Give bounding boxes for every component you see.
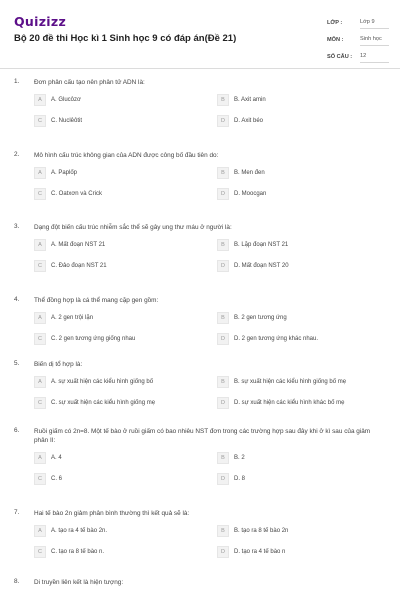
option-letter-badge: A bbox=[34, 239, 46, 251]
option-letter-badge: D bbox=[217, 188, 229, 200]
question-text: Ruồi giấm có 2n=8. Một tế bào ở ruồi giấm có bao nhiêu NST đơn trong các trường hợp sau đây khi ở kì sau của giảm phân II: bbox=[34, 428, 371, 444]
answer-option-a[interactable] bbox=[34, 525, 194, 537]
answer-option-c[interactable] bbox=[34, 260, 194, 272]
answer-option-a[interactable] bbox=[34, 167, 194, 179]
question-item bbox=[0, 427, 400, 496]
option-text: B. 2 gen tương ứng bbox=[234, 315, 287, 321]
option-letter-badge: B bbox=[217, 312, 229, 324]
option-letter-badge: B bbox=[217, 94, 229, 106]
option-letter-badge: C bbox=[34, 260, 46, 272]
question-number: 8. bbox=[14, 578, 20, 585]
option-text: C. sự xuất hiện các kiểu hình giống mẹ bbox=[51, 400, 156, 406]
meta-value: Lớp 9 bbox=[360, 19, 389, 29]
option-letter-badge: D bbox=[217, 397, 229, 409]
option-letter-badge: D bbox=[217, 473, 229, 485]
answer-option-d[interactable] bbox=[217, 188, 377, 200]
question-number: 1. bbox=[14, 78, 20, 85]
option-text: D. 8 bbox=[234, 476, 246, 482]
option-text: C. Nuclêôtit bbox=[51, 118, 83, 124]
answer-options bbox=[34, 167, 400, 211]
option-text: B. tạo ra 8 tế bào 2n bbox=[234, 528, 289, 534]
question-text: Đơn phân cấu tạo nên phân tử ADN là: bbox=[34, 79, 145, 86]
question-item bbox=[0, 296, 400, 356]
answer-option-c[interactable] bbox=[34, 333, 194, 345]
meta-value: Sinh học bbox=[360, 36, 389, 46]
meta-row-question-count bbox=[327, 46, 389, 63]
option-text: A. tạo ra 4 tế bào 2n. bbox=[51, 528, 108, 534]
question-item bbox=[0, 78, 400, 138]
option-letter-badge: C bbox=[34, 333, 46, 345]
question-number: 7. bbox=[14, 509, 20, 516]
answer-option-b[interactable] bbox=[217, 525, 377, 537]
answer-option-a[interactable] bbox=[34, 452, 194, 464]
option-letter-badge: C bbox=[34, 188, 46, 200]
option-letter-badge: A bbox=[34, 312, 46, 324]
answer-option-c[interactable] bbox=[34, 188, 194, 200]
option-letter-badge: C bbox=[34, 115, 46, 127]
option-letter-badge: A bbox=[34, 376, 46, 388]
option-letter-badge: B bbox=[217, 525, 229, 537]
question-item bbox=[0, 223, 400, 283]
question-number: 5. bbox=[14, 360, 20, 367]
option-text: B. Lặp đoạn NST 21 bbox=[234, 242, 289, 248]
meta-value: 12 bbox=[360, 53, 389, 63]
answer-option-d[interactable] bbox=[217, 473, 377, 485]
answer-option-d[interactable] bbox=[217, 546, 377, 558]
option-letter-badge: B bbox=[217, 452, 229, 464]
answer-option-c[interactable] bbox=[34, 546, 194, 558]
meta-row-class bbox=[327, 12, 389, 29]
answer-option-b[interactable] bbox=[217, 239, 377, 251]
option-text: C. 6 bbox=[51, 476, 63, 482]
answer-options bbox=[34, 312, 400, 356]
meta-label: LỚP : bbox=[327, 20, 343, 26]
option-text: A. 4 bbox=[51, 455, 62, 461]
option-text: A. 2 gen trội lặn bbox=[51, 315, 94, 321]
option-text: A. Glucôzơ bbox=[51, 97, 81, 103]
option-letter-badge: B bbox=[217, 167, 229, 179]
question-item bbox=[0, 360, 400, 420]
option-text: D. Moocgan bbox=[234, 191, 267, 197]
question-text: Hai tế bào 2n giảm phân bình thường thì kết quả sẽ là: bbox=[34, 510, 190, 517]
answer-option-b[interactable] bbox=[217, 376, 377, 388]
option-text: B. Men đen bbox=[234, 170, 265, 176]
meta-label: SỐ CÂU : bbox=[327, 54, 353, 60]
worksheet-meta bbox=[327, 12, 389, 63]
question-item bbox=[0, 509, 400, 569]
option-letter-badge: D bbox=[217, 260, 229, 272]
document-title: Bộ 20 đề thi Học kì 1 Sinh học 9 có đáp án(Đề 21) bbox=[14, 33, 237, 44]
question-item bbox=[0, 578, 400, 587]
option-letter-badge: B bbox=[217, 376, 229, 388]
worksheet-header bbox=[0, 0, 400, 68]
answer-options bbox=[34, 452, 400, 496]
meta-row-subject bbox=[327, 29, 389, 46]
option-text: B. sự xuất hiện các kiểu hình giống bố mẹ bbox=[234, 379, 347, 385]
option-text: D. tạo ra 4 tế bào n bbox=[234, 549, 286, 555]
question-text: Dạng đột biến cấu trúc nhiễm sắc thể sẽ gây ung thư máu ở người là: bbox=[34, 224, 232, 231]
option-letter-badge: B bbox=[217, 239, 229, 251]
option-letter-badge: A bbox=[34, 167, 46, 179]
question-text: Thể đồng hợp là cá thể mang cặp gen gồm: bbox=[34, 297, 159, 304]
answer-option-d[interactable] bbox=[217, 260, 377, 272]
option-letter-badge: D bbox=[217, 546, 229, 558]
question-text: Mô hình cấu trúc không gian của ADN được công bố đầu tiên do: bbox=[34, 152, 219, 159]
question-number: 6. bbox=[14, 427, 20, 434]
option-letter-badge: A bbox=[34, 525, 46, 537]
question-text: Biến dị tổ hợp là: bbox=[34, 361, 83, 368]
option-text: D. sự xuất hiện các kiểu hình khác bố mẹ bbox=[234, 400, 345, 406]
answer-option-c[interactable] bbox=[34, 397, 194, 409]
option-letter-badge: C bbox=[34, 473, 46, 485]
question-item bbox=[0, 151, 400, 211]
answer-options bbox=[34, 94, 400, 138]
option-letter-badge: D bbox=[217, 333, 229, 345]
option-letter-badge: A bbox=[34, 452, 46, 464]
option-text: A. Mất đoạn NST 21 bbox=[51, 242, 106, 248]
option-text: C. Oatxơn và Crick bbox=[51, 191, 102, 197]
question-text: Di truyền liên kết là hiện tượng: bbox=[34, 579, 124, 586]
answer-option-c[interactable] bbox=[34, 473, 194, 485]
option-text: C. Đảo đoạn NST 21 bbox=[51, 263, 107, 269]
option-text: D. Axit béo bbox=[234, 118, 264, 124]
option-letter-badge: D bbox=[217, 115, 229, 127]
meta-label: MÔN : bbox=[327, 37, 344, 43]
answer-option-b[interactable] bbox=[217, 452, 377, 464]
answer-option-a[interactable] bbox=[34, 312, 194, 324]
option-text: A. Paplốp bbox=[51, 170, 78, 176]
quizizz-logo: Quizizz bbox=[14, 14, 67, 29]
option-text: C. 2 gen tương ứng giống nhau bbox=[51, 336, 136, 342]
question-number: 2. bbox=[14, 151, 20, 158]
answer-option-b[interactable] bbox=[217, 94, 377, 106]
option-text: D. Mất đoạn NST 20 bbox=[234, 263, 289, 269]
answer-options bbox=[34, 376, 400, 420]
option-text: B. Axit amin bbox=[234, 97, 266, 103]
option-text: D. 2 gen tương ứng khác nhau. bbox=[234, 336, 319, 342]
answer-option-d[interactable] bbox=[217, 115, 377, 127]
answer-options bbox=[34, 239, 400, 283]
option-text: C. tạo ra 8 tế bào n. bbox=[51, 549, 105, 555]
answer-option-d[interactable] bbox=[217, 333, 377, 345]
answer-option-b[interactable] bbox=[217, 167, 377, 179]
option-text: A. sự xuất hiện các kiểu hình giống bố bbox=[51, 379, 154, 385]
answer-option-c[interactable] bbox=[34, 115, 194, 127]
answer-option-a[interactable] bbox=[34, 239, 194, 251]
question-number: 4. bbox=[14, 296, 20, 303]
answer-options bbox=[34, 525, 400, 569]
option-text: B. 2 bbox=[234, 455, 245, 461]
option-letter-badge: A bbox=[34, 94, 46, 106]
answer-option-d[interactable] bbox=[217, 397, 377, 409]
option-letter-badge: C bbox=[34, 397, 46, 409]
question-number: 3. bbox=[14, 223, 20, 230]
answer-option-a[interactable] bbox=[34, 94, 194, 106]
answer-option-a[interactable] bbox=[34, 376, 194, 388]
option-letter-badge: C bbox=[34, 546, 46, 558]
answer-option-b[interactable] bbox=[217, 312, 377, 324]
header-divider bbox=[0, 68, 400, 69]
